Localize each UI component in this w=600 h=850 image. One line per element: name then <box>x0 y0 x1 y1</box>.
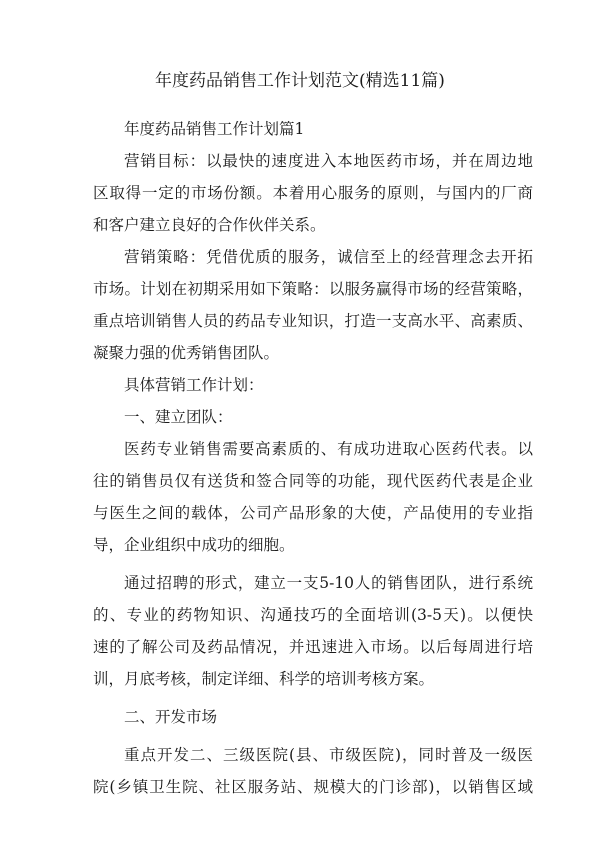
paragraph-line: 院(乡镇卫生院、社区服务站、规模大的门诊部)，以销售区域 <box>93 778 533 796</box>
section-heading: 一、建立团队： <box>124 408 233 426</box>
paragraph-line: 和客户建立良好的合作伙伴关系。 <box>93 216 326 234</box>
paragraph-line: 营销目标：以最快的速度进入本地医药市场，并在周边地 <box>124 152 533 170</box>
paragraph <box>93 433 533 561</box>
paragraph-line: 区取得一定的市场份额。本着用心服务的原则，与国内的厂商 <box>93 184 533 202</box>
paragraph-line: 导，企业组织中成功的细胞。 <box>93 536 295 554</box>
paragraph-line: 重点培训销售人员的药品专业知识，打造一支高水平、高素质、 <box>93 312 533 330</box>
paragraph-line: 的、专业的药物知识、沟通技巧的全面培训(3-5天)。以便快 <box>93 606 533 624</box>
section-subtitle: 年度药品销售工作计划篇1 <box>124 120 305 138</box>
paragraph-line: 营销策略：凭借优质的服务，诚信至上的经营理念去开拓 <box>124 248 533 266</box>
paragraph <box>93 145 533 241</box>
paragraph <box>93 567 533 695</box>
paragraph-line: 速的了解公司及药品情况，并迅速进入市场。以后每周进行培 <box>93 638 533 656</box>
paragraph <box>93 739 533 803</box>
paragraph-line: 通过招聘的形式，建立一支5-10人的销售团队，进行系统 <box>124 574 533 592</box>
paragraph <box>93 241 533 369</box>
paragraph-line: 凝聚力强的优秀销售团队。 <box>93 344 280 362</box>
section-heading: 具体营销工作计划： <box>124 376 264 394</box>
document-title: 年度药品销售工作计划范文(精选11篇) <box>155 71 445 91</box>
paragraph-line: 市场。计划在初期采用如下策略：以服务赢得市场的经营策略， <box>93 280 533 298</box>
paragraph-line: 训，月底考核，制定详细、科学的培训考核方案。 <box>93 670 435 688</box>
document-body <box>93 113 533 803</box>
paragraph-line: 医药专业销售需要高素质的、有成功进取心医药代表。以 <box>124 440 533 458</box>
paragraph-line: 重点开发二、三级医院(县、市级医院)，同时普及一级医 <box>124 746 533 764</box>
paragraph-line: 往的销售员仅有送货和签合同等的功能，现代医药代表是企业 <box>93 472 533 490</box>
section-heading: 二、开发市场 <box>124 708 218 726</box>
paragraph-line: 与医生之间的载体，公司产品形象的大使，产品使用的专业指 <box>93 504 533 522</box>
